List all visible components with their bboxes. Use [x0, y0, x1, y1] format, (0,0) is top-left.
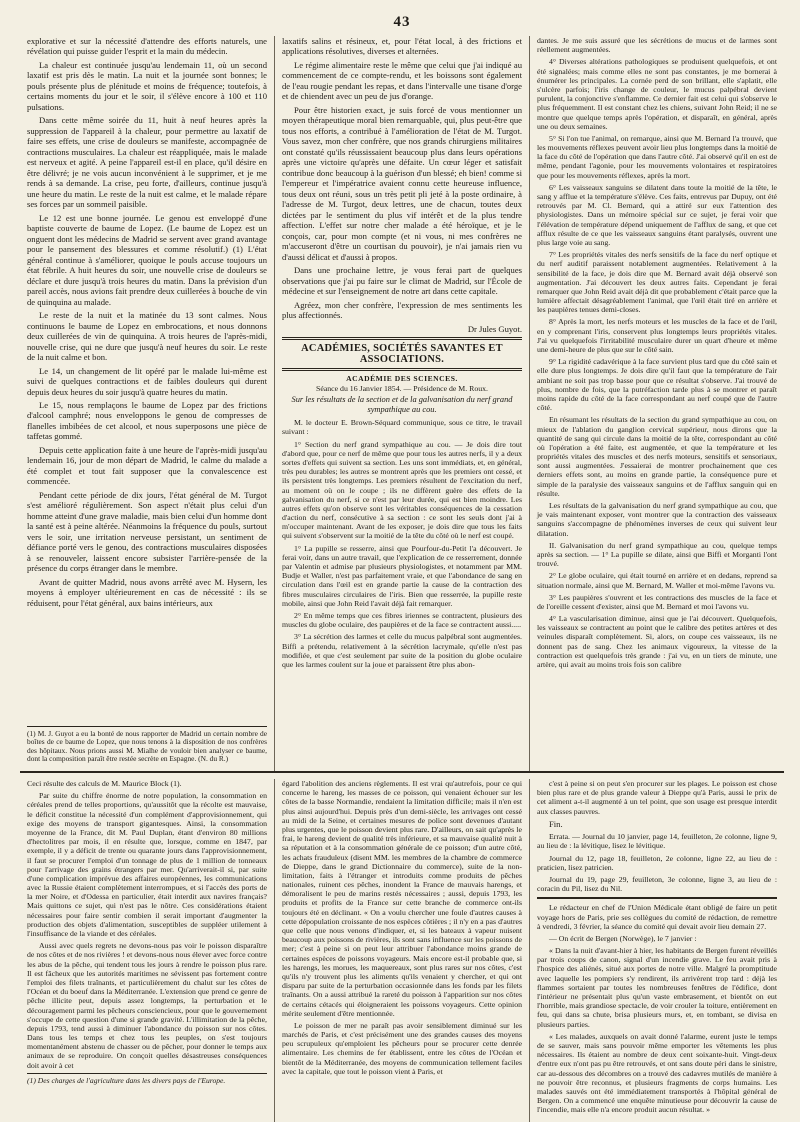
bottom-column-2-body — [282, 779, 522, 1076]
paragraph: La chaleur est continuée jusqu'au lendemain 11, où un second laxatif est pris dès le matin. La nuit et la journée sont bonnes; le pouls présente plus de plénitude et moins de fréquence; toutefois, à certains moments du jour et le soir, il s'élève encore à 100 et 110 pulsations. — [27, 59, 267, 112]
paragraph: 4° La vascularisation diminue, ainsi que je l'ai découvert. Quelquefois, les vaisseaux se contractent au point que le calibre des petites artères et des veinules disparaît complètement. Si, alors, on coupe ces vaisseaux, ils ne donnent pas de sang. Chez les animaux vigoureux, la vitesse de la contraction est quelquefois très grande : j'ai vu, en un tiers de minute, une artère, qui avait au moins trois fois son calibre — [537, 614, 777, 669]
section-divider-bottom — [282, 368, 522, 371]
top-column-2-letter-end — [282, 36, 522, 321]
paragraph: Dans une prochaine lettre, je vous ferai part de quelques observations que j'ai pu faire sur le climat de Madrid, sur l'École de médecine et sur l'enseignement de notre art dans cette capitale. — [282, 265, 522, 297]
paragraph: 9° La rigidité cadavérique à la face survient plus tard que du côté sain et elle dure plus longtemps. Je dois dire qu'il faut que la température de l'air ambiant ne soit pas trop basse pour que ce résultat s'observe. J'ai trouvé de plus, nombre de fois, que la putréfaction tarde plus à se montrer et paraît moins rapide du côté de la face correspondant au nerf coupé que de l'autre côté. — [537, 357, 777, 413]
paragraph: Aussi avec quels regrets ne devons-nous pas voir le poisson disparaître de nos côtes et de nos rivières ! et devons-nous nous élever avec force contre les abus de la pêche, qui tendent tous les jours à rendre le poisson plus rare. Il est fâcheux que les autorités maritimes ne sévissent pas fortement contre l'emploi des filets traînants, et particulièrement du chalut sur les côtes de l'Océan et du boeuf dans la Méditerranée. L'extension que prend ce genre de pêche illicite peut, depuis assez longtemps, la perturbation et le découragement parmi les pêcheurs consciencieux, pour que le gouvernement s'occupe de cette question d'une si grande gravité. L'illimitation de la pêche, depuis 1793, tend aussi à diminuer l'abondance du poisson sur nos côtes. Dans tous les temps et chez tous les peuples, on s'est toujours momentanément abstenu de chasser ou de pêcher, pour donner le temps aux animaux de se reproduire. On conçoit quelles désastreuses conséquences doit avoir à cet — [27, 941, 267, 1070]
paragraph: Le poisson de mer ne paraît pas avoir sensiblement diminué sur les marchés de Paris, et c'est précisément une des grandes causes des moyens peu scrupuleux qu'emploient les pêcheurs pour se procurer cette denrée alimentaire. Les chemins de fer établissent, entre les côtes de l'Océan et bientôt de la Méditerranée, des moyens de communication tellement faciles avec la capitale, que tout le poisson vient à Paris, et — [282, 1020, 522, 1076]
paragraph: II. Galvanisation du nerf grand sympathique au cou, quelque temps après sa section. — 1° La pupille se dilate, ainsi que Biffi et Morganti l'ont trouvé. — [537, 540, 777, 569]
top-column-3 — [529, 36, 784, 771]
bottom-column-3 — [529, 779, 784, 1122]
fin-label: Fin. — [549, 818, 563, 829]
paragraph: Errata. — Journal du 10 janvier, page 14, feuilleton, 2e colonne, ligne 9, au lieu de : la lévitique, lisez le lévitique. — [537, 832, 777, 851]
top-column-2-report — [282, 418, 522, 669]
footnote-text: (1) M. J. Guyot a eu la bonté de nous rapporter de Madrid un certain nombre de boîtes de ce baume de Lopez, que nous tenons à la disposition de nos confrères des hôpitaux. Nous prions aussi M. Mialhe de vouloir bien analyser ce baume, dont la composition paraît être restée secrète en Espagne. (N. du R.) — [27, 728, 267, 764]
paragraph: 1° La pupille se resserre, ainsi que Pourfour-du-Petit l'a découvert. Je ferai voir, dans un autre travail, que l'explication de ce resserrement, donnée par Valentin et admise par plusieurs physiologistes, et notamment par MM. Budje et Waller, n'est pas parfaitement vraie, et que l'abondance de sang en circulation dans l'œil est en grande partie la cause de la contraction des fibres musculaires circulaires de l'iris. Bien que resserrée, la pupille reste mobile, ainsi que John Reid l'avait déjà fait remarquer. — [282, 543, 522, 608]
paragraph: Par suite du chiffre énorme de notre population, la consommation en céréales prend de telles proportions, qu'aussitôt que la récolte est mauvaise, le déficit constitue la nécessité d'un complément d'approvisionnement, qui exige des moyens de transport gigantesques. Ainsi, la consommation moyenne de la France, dit M. Paul Duplan, étant d'environ 80 millions d'hectolitres par mois, il en résulte que, lorsque, comme en 1847, par exemple, il y a déficit de trente ou quarante jours dans l'approvisionnement, il faut se procurer l'emploi d'un tonnage de plus de 1 million de tonneaux pour l'arrivage des grains étrangers par mer. Qu'arriverait-il si, par suite d'une complication imprévue des affaires européennes, les communications avec la Russie étaient complètement interrompues, et si l'accès des ports de la mer Noire, et d'Odessa en particulier, était interdit aux navires français? Mais quittons ce sujet, qui n'est pas le nôtre. Ces considérations étaient nécessaires pour faire sentir combien il serait important d'augmenter la production des objets d'alimentation, susceptibles de suppléer utilement à l'insuffisance de la viande et des céréales. — [27, 791, 267, 938]
paragraph: Journal du 12, page 18, feuilleton, 2e colonne, ligne 22, au lieu de : praticien, lisez patricien. — [537, 853, 777, 872]
paragraph: — On écrit de Bergen (Norwège), le 7 janvier : — [549, 933, 697, 943]
errata-divider — [537, 897, 777, 899]
paragraph: dantes. Je me suis assuré que les sécrétions de mucus et de larmes sont réellement augmentées. — [537, 36, 777, 55]
paragraph: Le régime alimentaire reste le même que celui que j'ai indiqué au commencement de ce compte-rendu, et les boissons sont également de l'eau rougie pendant les repas, et dans l'intervalle une tisane d'orge et de chiendent avec un peu de jus d'orange. — [282, 59, 522, 102]
paragraph: Le 14, un changement de lit opéré par le malade lui-même est suivi de quelques contractions et de faibles douleurs qui durent depuis deux heures du soir jusqu'à quatre heures du matin. — [27, 365, 267, 397]
paragraph: « Les malades, auxquels on avait donné l'alarme, eurent juste le temps de se sauver, mais sans pouvoir même emporter les vêtements les plus nécessaires. Ils étaient au nombre de deux cent soixante-huit. Vingt-deux d'entre eux n'ont pas pu être retrouvés, et ont sans doute péri dans le sinistre, car au-dessous des décombres on a trouvé des cadavres mutilés de manière à ne pouvoir être reconnus, et plusieurs fragments de corps humains. Les malades sauvés ont été immédiatement transportés à l'hôpital général de Bergen. On a commencé une enquête minutieuse pour découvrir la cause de l'incendie, mais elle n'a encore produit aucun résultat. » — [537, 1031, 777, 1115]
paragraph: 3° Les paupières s'ouvrent et les contractions des muscles de la face et de l'oreille cessent d'exister, ainsi que M. Bernard et moi l'avons vu. — [537, 592, 777, 611]
paragraph: Avant de quitter Madrid, nous avons arrêté avec M. Hysern, les moyens à employer ultérieurement en cas de nécessité : ils se réduisent, pour l'état général, aux bains intérieurs, aux — [27, 576, 267, 608]
paragraph: M. le docteur E. Brown-Séquard communique, sous ce titre, le travail suivant : — [282, 418, 522, 437]
signature: Dr Jules Guyot. — [467, 323, 522, 334]
paragraph: Dans cette même soirée du 11, huit à neuf heures après la suppression de l'appareil à la chaleur, pour permettre au laxatif de faire ses effets, une crise de douleurs se manifeste, accompagnée de contractions musculaires. La chaleur est réappliquée, mais le malade est nerveux et agité. A peine l'appareil est-il en place, qu'il désire en être délivré; je ne vois aucun inconvénient à le supprimer, et je me rends à sa demande. La crise, peu forte, d'ailleurs, continue jusqu'à une heure du matin. Le reste de la nuit est calme, et le malade répare ses forces par un sommeil paisible. — [27, 115, 267, 210]
section-title: ACADÉMIES, SOCIÉTÉS SAVANTES ET ASSOCIATIONS. — [301, 343, 503, 366]
paragraph: 2° Le globe oculaire, qui était tourné en arrière et en dedans, reprend sa situation normale, ainsi que M. Bernard, M. Waller et moi-même l'avons vu. — [537, 571, 777, 590]
top-column-1 — [20, 36, 274, 771]
top-column-2 — [274, 36, 529, 771]
paragraph: Les résultats de la galvanisation du nerf grand sympathique au cou, que je vais maintenant exposer, vont montrer que la contraction des vaisseaux sanguins s'accompagne de phénomènes inverses de ceux qui suivent leur dilatation. — [537, 501, 777, 538]
paragraph: Journal du 19, page 29, feuilleton, 3e colonne, ligne 3, au lieu de : coracin du Pil, lisez du Nil. — [537, 874, 777, 894]
paragraph: 1° Section du nerf grand sympathique au cou. — Je dois dire tout d'abord que, pour ce nerf de même que pour tous les autres nerfs, il y a deux sortes d'effets qui suivent sa section. Les uns sont immédiats, et, en général, très peu durables; les autres se montrent après que les premiers ont cessé, et ils persistent très longtemps. Les premiers résultent de l'excitation du nerf, au moment où on le coupe ; ils ne diffèrent guère des effets de la galvanisation du nerf, si ce n'est par leur durée, qui est bien moindre. Les autres effets qu'on observe sont les véritables conséquences de la cessation d'action du nerf, consécutive à sa section : ce sont les seuls dont j'ai à m'occuper maintenant. Avant de les exposer, je dois dire que tous les faits qui suivent s'observent sur la moitié de la tête du côté où le nerf est coupé. — [282, 439, 522, 541]
paragraph: Agréez, mon cher confrère, l'expression de mes sentiments les plus affectionnés. — [282, 299, 522, 321]
paragraph: Pour être historien exact, je suis forcé de vous mentionner un moyen thérapeutique moral bien remarquable, qui, plus peut-être que tous nos efforts, a contribué à l'amélioration de l'état de M. Turgot. Vous savez, mon cher confrère, que nos grands chirurgiens militaires ont constaté qu'ils réussissaient beaucoup plus dans leurs opérations après une victoire qu'après une défaite. Un cœur léger et satisfait contribue donc beaucoup à la guérison d'un blessé; eh bien! comme si l'empereur et l'impératrice avaient connu cette heureuse influence, tous deux ont réuni, sous un très petit pli jeté à la poste ordinaire, à l'adresse de M. Turgot, deux lettres, une de chacun, toutes deux dictées par le sentiment du plus vif intérêt et de la plus tendre affection. L'effet sur notre cher malade a été héroïque, et je le conçois, car, pour mon compte (et ni vous, ni mes confrères ne m'accuseront d'être un courtisan du pouvoir), je n'ai jamais rien vu d'aussi délicat et d'aussi à propos. — [282, 104, 522, 262]
academy-name: ACADÉMIE DES SCIENCES. — [346, 374, 458, 384]
bottom-column-1-body — [27, 779, 267, 1070]
paragraph: 2° En même temps que ces fibres iriennes se contractent, plusieurs des muscles du globe oculaire, des paupières et de la face se contractent aussi..... — [282, 610, 522, 630]
top-band — [20, 36, 784, 773]
paragraph: égard l'abolition des anciens règlements. Il est vrai qu'autrefois, pour ce qui concerne le hareng, les masses de ce poisson, qui venaient échouer sur les côtes de la basse Normandie, rendaient la limitation difficile; mais il n'en est plus ainsi aujourd'hui. Depuis près d'un demi-siècle, les arrivages ont cessé au midi de la Seine, et certaines mesures de police sont devenues d'autant plus urgentes, que le poisson devient plus rare. D'ailleurs, on sait qu'après le frai, le hareng devient de qualité très inférieure, et sa mauvaise qualité nuit à sa réputation et à la consommation générale de ce poisson; d'un autre côté, les achats frauduleux (disent MM. les membres de la chambre de commerce de Dieppe, dans le grand Dictionnaire du commerce), suite de la non-limitation, faits à l'étranger et introduits comme produits de pêches nationales, ruinent ces pêches, inondent la France de mauvais harengs, et démoralisent le peu de marins restés nécessaires ; aussi, depuis 1793, les produits et profits de la France sur cette branche de commerce ont-ils toujours été en déclinant. « On a voulu chercher une foule d'autres causes à cette dépopulation croissante de nos espèces côtières ; il n'y en a pas d'autres que celle que nous venons d'indiquer, et, si les bateaux à vapeur nuisent beaucoup aux poissons de rivières, ils sont sans influence sur les poissons de mer; c'est à peine si on peut leur attribuer l'abondance moins grande de certaines espèces de poissons voyageurs. Mais encore est-il probable que, si les harengs, les morues, les maquereaux, sont plus rares sur nos côtes, c'est qu'ils n'y trouvent plus les aliments qu'ils venaient y chercher, et qui ont disparu par suite de la perturbation occasionnée dans les fonds par les filets traînants. On a aussi attribué la rareté du poisson à l'apparition sur nos côtes de certains cétacés qui éloigneraient les poissons voyageurs. Cette opinion mérite seulement d'être mentionnée. — [282, 779, 522, 1018]
paragraph: Depuis cette application faite à une heure de l'après-midi jusqu'au lendemain 16, jour de mon départ de Madrid, le calme du malade a été complet et tout fait supposer que la convalescence est commencée. — [27, 444, 267, 487]
errata-list — [537, 832, 777, 893]
paragraph: 6° Les vaisseaux sanguins se dilatent dans toute la moitié de la tête, le sang y afflue et la température s'élève. Ces faits, entrevus par Dupuy, ont été retrouvés par M. Cl. Bernard, qui a attiré sur eux l'attention des physiologistes. Dans un mémoire spécial sur ce sujet, je ferai voir que l'élévation de température dépend uniquement de l'afflux de sang, et que cet afflux résulte de ce que les vaisseaux sanguins étant paralysés, ouvrent une plus large voie au sang. — [537, 182, 777, 247]
paragraph: 8° Après la mort, les nerfs moteurs et les muscles de la face et de l'œil, en y comprenant l'iris, conservent plus longtemps leurs propriétés vitales. J'ai vu quelquefois l'irritabilité musculaire durer un quart d'heure et même une demi-heure de plus que sur le côté sain. — [537, 317, 777, 354]
page-number: 43 — [393, 14, 411, 30]
paragraph: 7° Les propriétés vitales des nerfs sensitifs de la face du nerf optique et du nerf auditif paraissent notablement augmentées. Relativement à la sensibilité de la face, je dois dire que M. Bernard avait déjà observé son augmentation. J'ai découvert les deux autres faits. Cependant je ferai remarquer que John Reid avait déjà dit que probablement c'était parce que la lumière affectait désagréablement l'animal, que l'œil était tiré en arrière et les paupières tenues demi-closes. — [537, 250, 777, 315]
footnote-baume-de-lopez — [27, 726, 267, 765]
bergen-news — [537, 903, 777, 1114]
feuilleton-band — [20, 773, 784, 1122]
paragraph: 5° Si l'on tue l'animal, on remarque, ainsi que M. Bernard l'a trouvé, que les mouvements réflexes peuvent avoir lieu plus longtemps dans la moitié de la face du côté de l'opération que dans l'autre côté. J'ai observé qu'il en est de même, pendant l'agonie, pour les mouvements volontaires et respiratoires que pour les mouvements réflexes, après la mort. — [537, 133, 777, 180]
top-column-1-body — [27, 36, 267, 608]
paragraph: Pendant cette période de dix jours, l'état général de M. Turgot s'est amélioré régulièrement. Son aspect n'était plus celui d'un homme atteint d'une grave maladie, mais bien celui d'un homme dont la santé est à peine altérée. Néanmoins la fréquence du pouls, surtout vers le soir, une irritation nerveuse persistant, un sentiment de défiance porté vers le genou, des contractions musculaires disposées à se renouveler, laissent encore subsister l'arrière-pensée de la présence du corps étranger dans le membre. — [27, 489, 267, 574]
top-column-3-body — [537, 36, 777, 669]
paragraph: Le 15, nous remplaçons le baume de Lopez par des frictions d'alcool camphré; nous enveloppons le genou de compresses de flanelles imbibées de cet alcool, et nous superposons une pièce de taffetas gommé. — [27, 399, 267, 442]
paragraph: « Dans la nuit d'avant-hier à hier, les habitants de Bergen furent réveillés par trois coups de canon, signal d'un incendie grave. Le feu avait pris à l'hospice des aliénés, situé aux portes de notre ville. Malgré la promptitude avec laquelle les pompiers s'y rendirent, ils arrivèrent trop tard : déjà les flammes sortaient par toutes les nombreuses fenêtres de l'édifice, dont l'intérieur ne présentait plus qu'un vaste embrasement, et bientôt on eut l'horrible, mais grandiose spectacle, de voir crouler la toiture, entièrement en feu, qui dans sa chute, brisa plusieurs murs, et, en tombant, se divisa en plusieurs parties. — [537, 946, 777, 1029]
paragraph: laxatifs salins et résineux, et, pour l'état local, à des frictions et applications résolutives, diverses et alternées. — [282, 36, 522, 57]
bottom-col3-intro: c'est à peine si on peut s'en procurer sur les plages. Le poisson est chose bien plus rare et de plus grande valeur à Dieppe qu'à Paris, aussi le prix de cet aliment a-t-il augmenté à un tel point, que son usage est presque interdit aux classes pauvres. — [537, 779, 777, 816]
paragraph: Le reste de la nuit et la matinée du 13 sont calmes. Nous continuons le baume de Lopez en embrocations, et nous donnons deux cuillerées de vin de quinquina. A trois heures de l'après-midi, nouvelle crise, qui ne dure que jusqu'à neuf heures du soir. Le reste de la nuit calme et bon. — [27, 310, 267, 363]
paragraph: Le 12 est une bonne journée. Le genou est enveloppé d'une baptiste couverte de baume de Lopez. (Le baume de Lopez est un onguent dont les médecins de Madrid se servent avec grand avantage pour le pansement des blessures et comme résolutif.) (1) L'état général continue à s'améliorer, quoique le pouls accuse toujours un état fébrile. A huit heures du soir, une nouvelle crise de douleurs se déclare et dure jusqu'à trois heures du matin. Dans la prévision d'un pareil accès, nous avions fait prendre deux cuillerées à bouche de vin de quinquina au malade. — [27, 212, 267, 307]
paragraph: 4° Diverses altérations pathologiques se produisent quelquefois, et ont été signalées; mais comme elles ne sont pas constantes, je me bornerai à énumérer les principales. La cornée perd de son brillant, elle s'aplatit, elle s'ulcère parfois; l'iris change de couleur, le mucus palpébral devient purulent, la conjonctive s'enflamme. Ce dernier fait est celui qui s'observe le plus fréquemment. Il est constant chez les chiens, suivant John Reid; il ne se montre que quelque temps après l'opération, et disparaît, en général, après une ou deux semaines. — [537, 57, 777, 131]
paragraph: explorative et sur la nécessité d'attendre des efforts naturels, une révélation qui puisse guider l'esprit et la main du médecin. — [27, 36, 267, 57]
paragraph: Le rédacteur en chef de l'Union Médicale étant obligé de faire un petit voyage hors de Paris, prie ses collègues du comité de rédaction, de remettre à vendredi, 3 février, la séance du comité qui devait avoir lieu demain 27. — [537, 903, 777, 931]
paper-title: Sur les résultats de la section et de la galvanisation du nerf grand sympathique au cou. — [291, 395, 513, 415]
section-divider — [282, 337, 522, 340]
paragraph: Ceci résulte des calculs de M. Maurice Block (1). — [27, 779, 182, 788]
bottom-column-1 — [20, 779, 274, 1122]
paragraph: En résumant les résultats de la section du grand sympathique au cou, on mieux de l'ablation du ganglion cervical supérieur, nous dirons que la quantité de sang qui circule dans la moitié de la tête, correspondant au côté où l'opération a été faite, est augmentée, et que la température et les propriétés vitales des muscles et des nerfs moteurs, sensitifs et sensoriaux, sont aussi augmentées. J'essaierai de montrer prochainement que ces derniers effets sont, au moins en grande partie, la conséquence pure et simple de la paralysie des vaisseaux sanguins et de l'afflux sanguin qui en résulte. — [537, 415, 777, 498]
paragraph: 3° La sécrétion des larmes et celle du mucus palpébral sont augmentées. Biffi a prétendu, relativement à la sécrétion lacrymale, qu'elle n'est pas modifiée, et que c'est seulement par suite de la position du globe oculaire que les larmes coulent sur la joue et paraissent être plus abon- — [282, 632, 522, 669]
session-line: Séance du 16 Janvier 1854. — Présidence de M. Roux. — [316, 384, 488, 394]
bottom-footnote: (1) Des charges de l'agriculture dans les divers pays de l'Europe. — [27, 1073, 267, 1085]
bottom-column-2 — [274, 779, 529, 1122]
